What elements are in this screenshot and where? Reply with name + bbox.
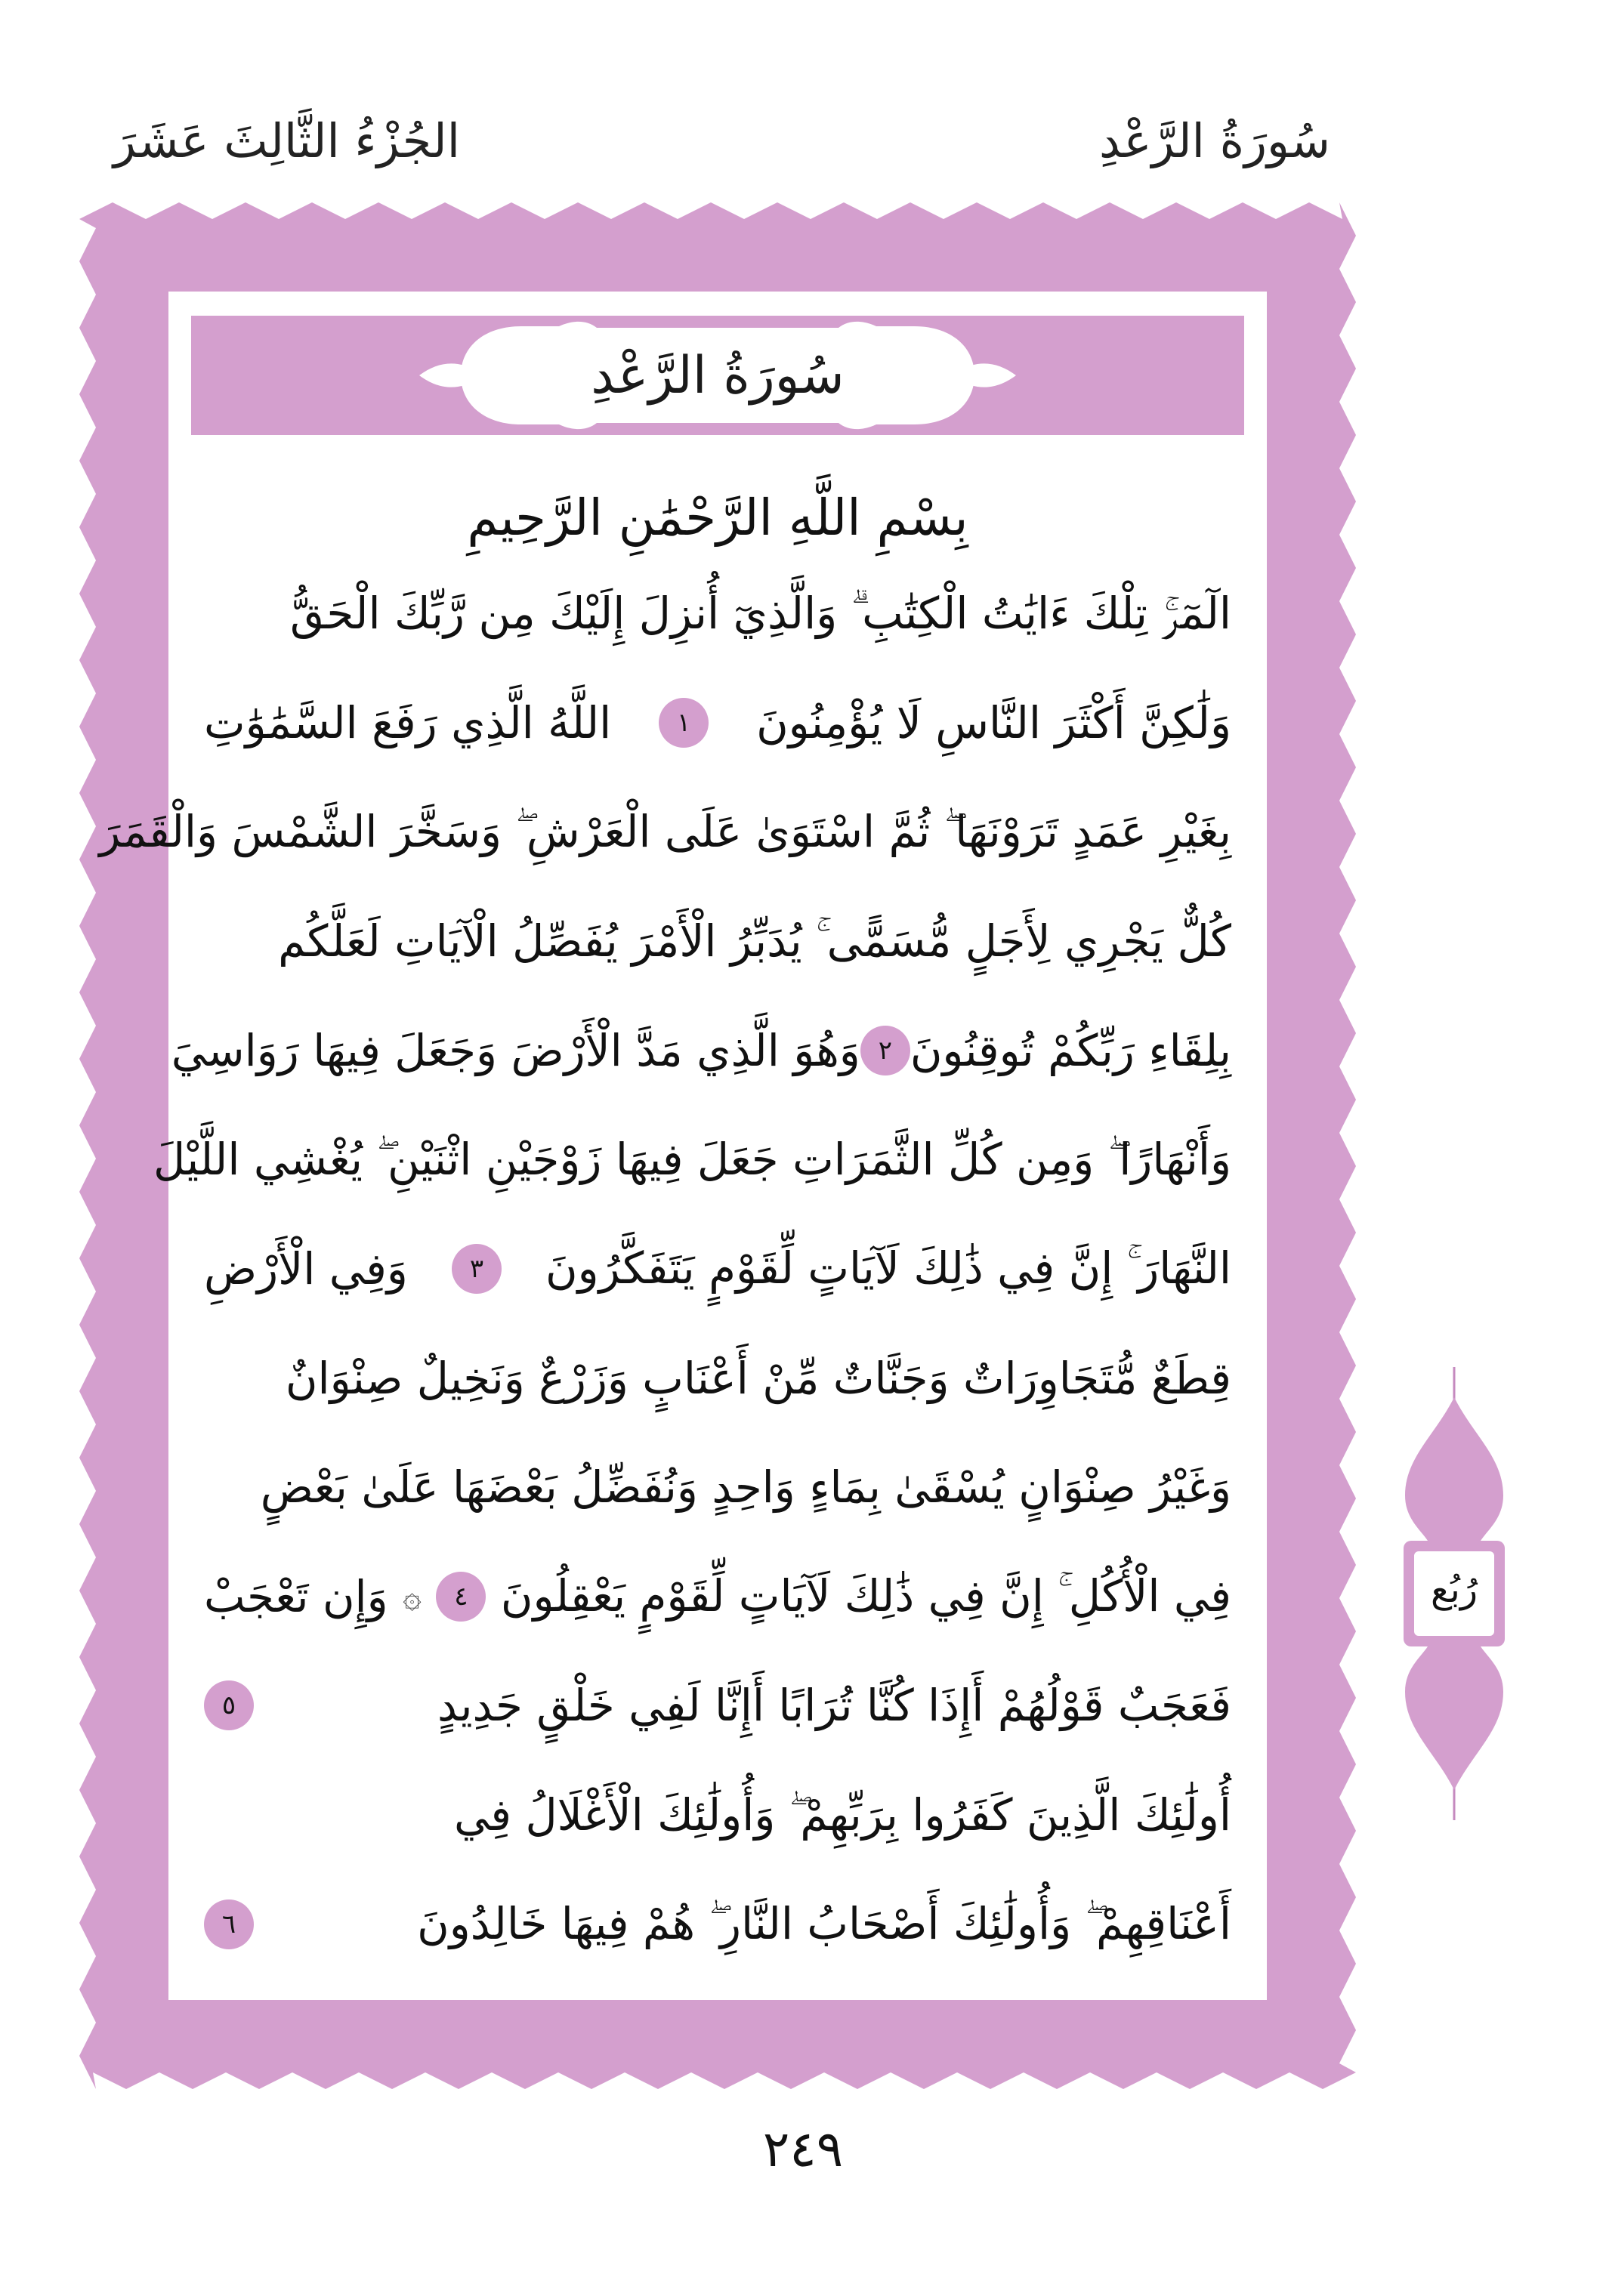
- verse-line: [204, 559, 1231, 668]
- verse-text: اللَّهُ الَّذِي رَفَعَ السَّمَٰوَٰتِ: [204, 696, 612, 748]
- ayah-number-marker: ١: [659, 698, 709, 748]
- verse-text: قِطَعٌ مُّتَجَاوِرَاتٌ وَجَنَّاتٌ مِّنْ أَعْنَابٍ وَزَرْعٌ وَنَخِيلٌ صِنْوَانٌ: [285, 1352, 1231, 1404]
- verse-text: وَغَيْرُ صِنْوَانٍ يُسْقَىٰ بِمَاءٍ وَاحِدٍ وَنُفَضِّلُ بَعْضَهَا عَلَىٰ بَعْضٍ: [260, 1461, 1231, 1514]
- verse-text: النَّهَارَ ۚ إِنَّ فِي ذَٰلِكَ لَآيَاتٍ لِّقَوْمٍ يَتَفَكَّرُونَ: [545, 1242, 1231, 1295]
- verse-line: [171, 995, 1231, 1105]
- ayah-number-marker: ٢: [860, 1026, 910, 1075]
- verse-line: [204, 1433, 1231, 1542]
- ayah-number-marker: ٦: [204, 1899, 254, 1949]
- verse-line: [204, 668, 1231, 778]
- running-header-surah-name: سُورَةُ الرَّعْدِ: [1099, 113, 1330, 168]
- verse-text: وَلَٰكِنَّ أَكْثَرَ النَّاسِ لَا يُؤْمِنُونَ: [756, 696, 1231, 748]
- ayah-number-marker: ٥: [204, 1680, 254, 1730]
- verse-text: بِغَيْرِ عَمَدٍ تَرَوْنَهَا ۖ ثُمَّ اسْتَوَىٰ عَلَى الْعَرْشِ ۖ وَسَخَّرَ الشَّمْسَ وَالْقَمَرَ: [99, 806, 1231, 858]
- verse-line: [153, 1105, 1231, 1214]
- surah-title: سُورَةُ الرَّعْدِ: [591, 345, 845, 406]
- verse-line: [204, 1869, 1231, 1979]
- ayah-number-marker: ٣: [452, 1244, 502, 1294]
- verse-text: أُولَٰئِكَ الَّذِينَ كَفَرُوا بِرَبِّهِمْ ۖ وَأُولَٰئِكَ الْأَغْلَالُ فِي: [453, 1788, 1231, 1841]
- page-number: ٢٤٩: [762, 2119, 844, 2178]
- verse-line: [204, 1761, 1231, 1870]
- verse-text: وَإِن تَعْجَبْ: [204, 1570, 388, 1622]
- verse-line: [204, 1323, 1231, 1433]
- verse-text: فِي الْأُكُلِ ۚ إِنَّ فِي ذَٰلِكَ لَآيَاتٍ لِّقَوْمٍ يَعْقِلُونَ: [500, 1570, 1231, 1622]
- hizb-star-icon: ۞: [403, 1578, 422, 1616]
- verse-line: [99, 777, 1231, 887]
- verse-line: [204, 887, 1231, 996]
- verse-line: [204, 1541, 1231, 1651]
- verse-text: وَأَنْهَارًا ۖ وَمِن كُلِّ الثَّمَرَاتِ جَعَلَ فِيهَا زَوْجَيْنِ اثْنَيْنِ ۖ يُغْشِي اللَّيْلَ: [153, 1133, 1231, 1185]
- verse-text: الٓمٓرۚ تِلْكَ ءَايَٰتُ الْكِتَٰبِ ۗ وَالَّذِيٓ أُنزِلَ إِلَيْكَ مِن رَّبِّكَ الْحَقُّ: [289, 587, 1231, 639]
- verse-line: [204, 1651, 1231, 1761]
- rub-marker-label: رُبُع: [1430, 1569, 1478, 1611]
- verse-text: وَهُوَ الَّذِي مَدَّ الْأَرْضَ وَجَعَلَ فِيهَا رَوَاسِيَ: [171, 1024, 860, 1076]
- running-header-juz-name: الجُزْءُ الثَّالِثَ عَشَرَ: [113, 113, 460, 168]
- verse-block: [99, 559, 1231, 1979]
- verse-text: وَفِي الْأَرْضِ: [204, 1242, 408, 1295]
- verse-text: بِلِقَاءِ رَبِّكُمْ تُوقِنُونَ: [910, 1024, 1231, 1076]
- verse-text: فَعَجَبٌ قَوْلُهُمْ أَإِذَا كُنَّا تُرَابًا أَإِنَّا لَفِي خَلْقٍ جَدِيدٍ: [437, 1680, 1231, 1732]
- verse-text: أَعْنَاقِهِمْ ۖ وَأُولَٰئِكَ أَصْحَابُ النَّارِ ۖ هُمْ فِيهَا خَالِدُونَ: [417, 1898, 1231, 1950]
- verse-line: [204, 1214, 1231, 1324]
- basmala: بِسْمِ اللَّهِ الرَّحْمَٰنِ الرَّحِيمِ: [467, 488, 968, 547]
- ayah-number-marker: ٤: [436, 1572, 486, 1622]
- verse-text: كُلٌّ يَجْرِي لِأَجَلٍ مُّسَمًّى ۚ يُدَبِّرُ الْأَمْرَ يُفَصِّلُ الْآيَاتِ لَعَلَّكُم: [278, 915, 1231, 967]
